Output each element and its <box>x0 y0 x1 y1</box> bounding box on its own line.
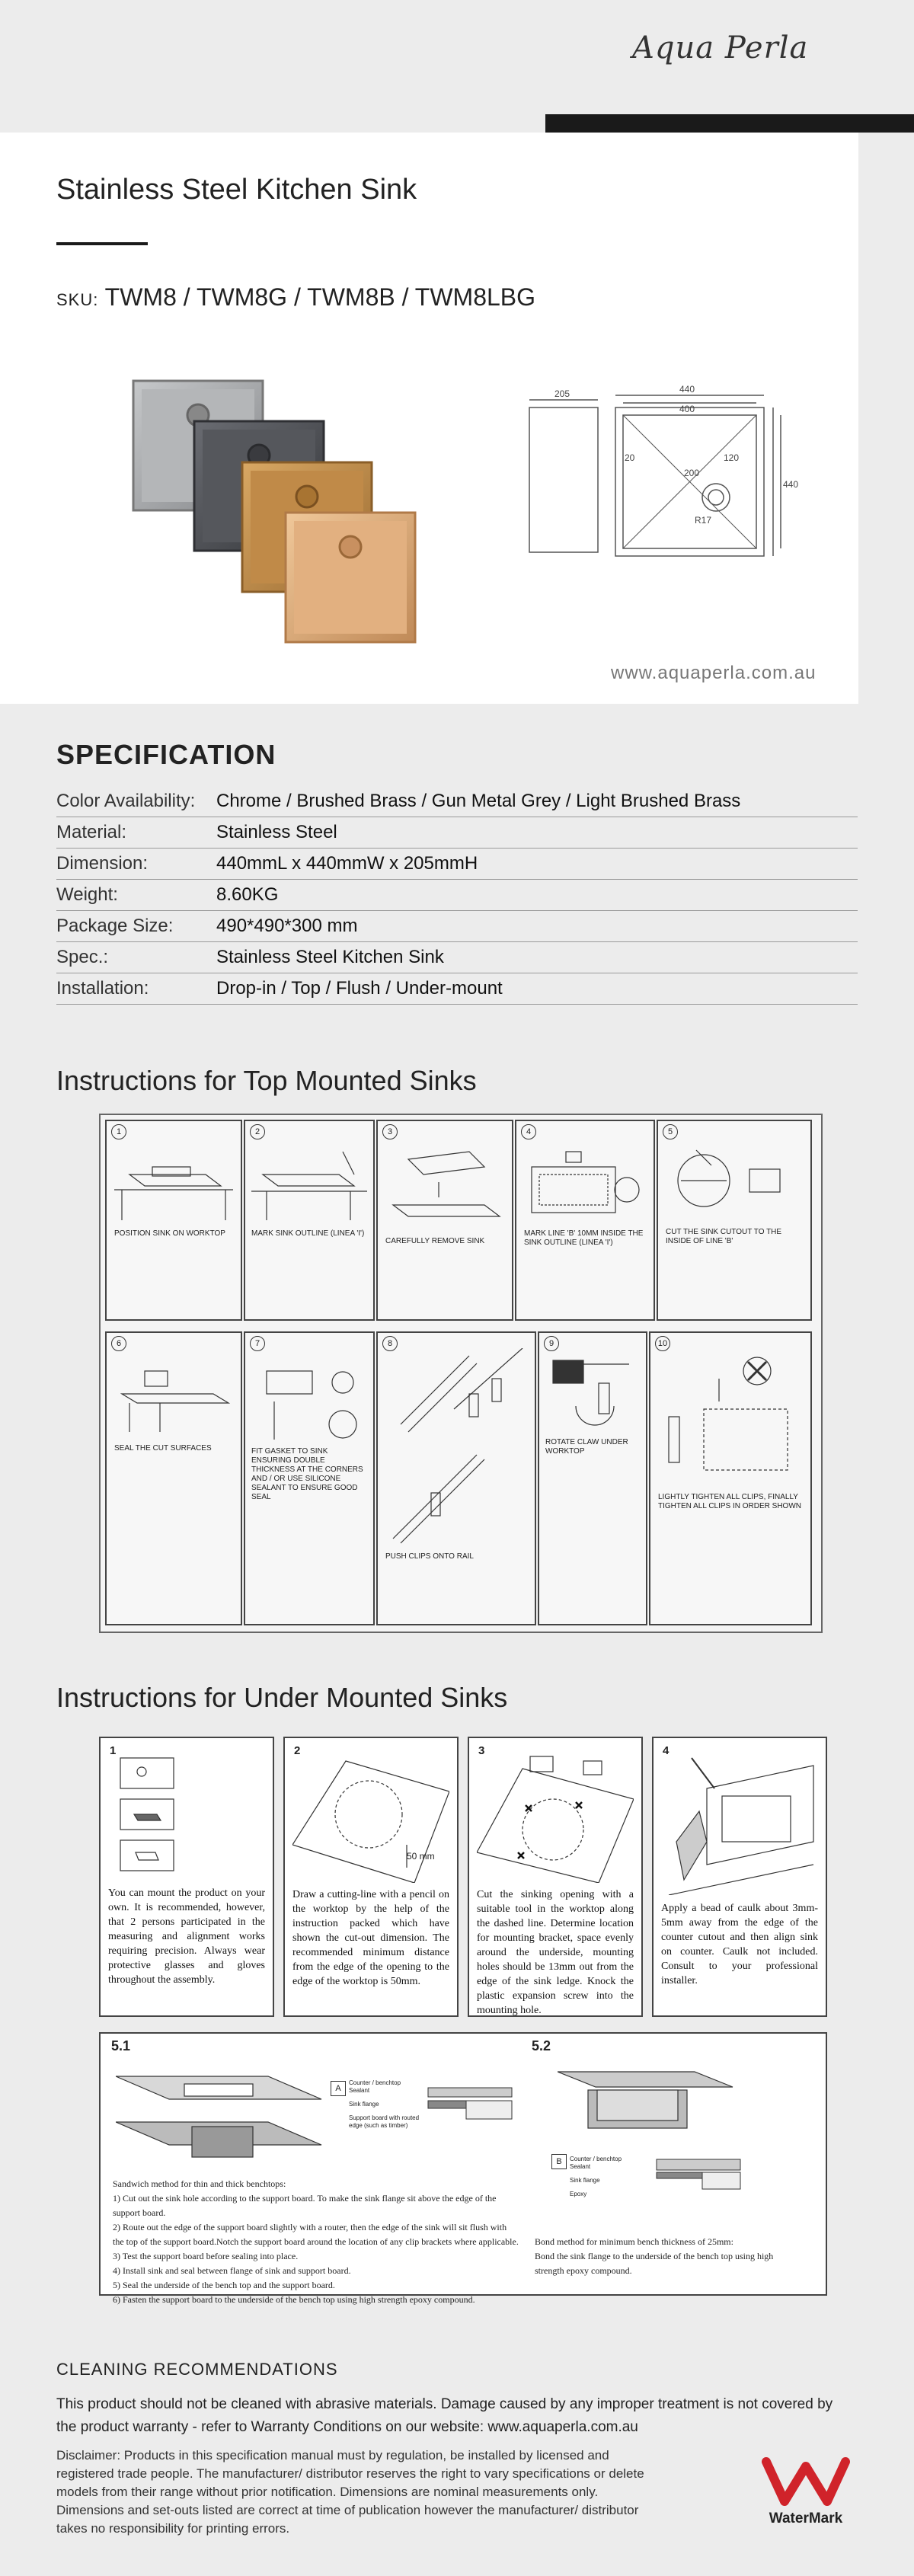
step51-text: Sandwich method for thin and thick benchtops: 1) Cut out the sink hole according to the support board. To make the sink flange sit above the edge of the support board. 2) Route out the edge of the support board slightly with a router, then the edge of the sink will sit flush with the top of the support board.Notch the support board around the location of any clip brackets where applicable. 3) Test the support board before sealing into place. 4) Install sink and seal between flange of sink and support board. 5) Seal the underside of the bench top and the support board. 6) Fasten the support board to the underside of the bench top using high strength epoxy compound. <box>113 2178 519 2305</box>
spec-row-spec: Spec.: Stainless Steel Kitchen Sink <box>56 942 858 973</box>
step-illustration <box>524 1144 646 1228</box>
dim-label: R17 <box>695 515 712 526</box>
under-step-1: 1 You can mount the product on your own. It is recommended, however, that 2 persons participated in the measuring and alignment works requiring precision. Always wear protective glasses and gloves throughout the assembly. <box>99 1737 274 2017</box>
step-illustration <box>251 1356 367 1447</box>
top-step-1: 1 POSITION SINK ON WORKTOP <box>105 1120 242 1321</box>
step-illustration <box>114 1356 233 1440</box>
spec-row-color: Color Availability: Chrome / Brushed Brass / Gun Metal Grey / Light Brushed Brass <box>56 786 858 817</box>
dim-label: 440 <box>783 479 799 490</box>
dim-label: 120 <box>724 452 740 463</box>
step51-illustration <box>116 2053 329 2168</box>
sku-line <box>56 283 535 312</box>
step-illustration <box>385 1348 527 1546</box>
dimension-label: 50 mm <box>407 1851 435 1862</box>
top-mounted-diagram <box>99 1114 823 1633</box>
step-illustration <box>385 1144 504 1235</box>
top-step-4: 4 MARK LINE 'B' 10MM INSIDE THE SINK OUTLINE (LINEA 'I') <box>515 1120 655 1321</box>
specification-heading: SPECIFICATION <box>56 739 276 770</box>
step-illustration <box>658 1348 803 1485</box>
dim-label: 20 <box>625 452 635 463</box>
step-illustration <box>114 1144 233 1228</box>
spec-row-weight: Weight: 8.60KG <box>56 880 858 911</box>
detail-tag-a: A <box>331 2081 346 2096</box>
top-step-8: 8 PUSH CLIPS ONTO RAIL <box>376 1331 536 1625</box>
under-step-2: 2 50 mm Draw a cutting-line with a pencil on the worktop by the help of the instruction packed which have shown the cut-out dimension. The recommended minimum distance from the edge of the opening to the edge of the worktop is 50mm. <box>283 1737 459 2017</box>
top-step-6: 6 SEAL THE CUT SURFACES <box>105 1331 242 1625</box>
top-step-9: 9 ROTATE CLAW UNDER WORKTOP <box>538 1331 647 1625</box>
step-illustration <box>292 1753 449 1883</box>
sku-value: TWM8 / TWM8G / TWM8B / TWM8LBG <box>104 283 536 311</box>
detail-a-section <box>420 2084 527 2130</box>
legend-b: Counter / benchtop Sealant Sink flange Epoxy <box>570 2156 622 2197</box>
step-illustration <box>477 1753 634 1883</box>
spec-row-package-size: Package Size: 490*490*300 mm <box>56 911 858 942</box>
step52-illustration <box>558 2057 740 2140</box>
cleaning-text: This product should not be cleaned with abrasive materials. Damage caused by any improper treatment is not covered by the product warranty - refer to Warranty Conditions on our website: www.aquaperla.com.au <box>56 2396 833 2435</box>
dim-label: 200 <box>684 468 700 478</box>
watermark-label: WaterMark <box>769 2510 843 2526</box>
dimension-drawing <box>510 385 800 583</box>
top-mounted-heading: Instructions for Top Mounted Sinks <box>56 1065 477 1096</box>
spec-row-dimension: Dimension: 440mmL x 440mmW x 205mmH <box>56 849 858 880</box>
top-step-3: 3 CAREFULLY REMOVE SINK <box>376 1120 513 1321</box>
spec-row-installation: Installation: Drop-in / Top / Flush / Under-mount <box>56 973 858 1005</box>
product-title: Stainless Steel Kitchen Sink <box>56 174 417 206</box>
dim-label: 205 <box>554 388 570 399</box>
detail-tag-b: B <box>551 2154 567 2169</box>
step-illustration <box>119 1753 180 1883</box>
spec-row-material: Material: Stainless Steel <box>56 817 858 849</box>
watermark-logo <box>753 2457 859 2533</box>
dim-label: 400 <box>679 404 695 414</box>
sink-product-images <box>129 377 419 659</box>
sku-label: SKU: <box>56 290 99 309</box>
under-step-4: 4 Apply a bead of caulk about 3mm-5mm away from the edge of the counter cutout and then align sink on counter. Caulk not included. Consult to your professional installer. <box>652 1737 827 2017</box>
watermark-icon <box>762 2457 850 2506</box>
step-illustration <box>545 1353 640 1437</box>
step52-text: Bond method for minimum bench thickness of 25mm: Bond the sink flange to the underside of the bench top using high strength epoxy compound. <box>535 2236 774 2276</box>
step-illustration <box>666 1143 803 1226</box>
website-url[interactable]: www.aquaperla.com.au <box>611 663 817 683</box>
disclaimer-text: Disclaimer: Products in this specification manual must by regulation, be installed by licensed and registered trade people. The manufacturer/ distributor reserves the right to vary specifications or delete models from their range without prior notification. Dimensions are nominal measurements only. Dimensions and set-outs listed are correct at time of publication however the manufacturer/ distributor takes no responsibility for printing errors. <box>56 2448 644 2536</box>
top-step-10: 10 LIGHTLY TIGHTEN ALL CLIPS, FINALLY TIGHTEN ALL CLIPS IN ORDER SHOWN <box>649 1331 812 1625</box>
under-step-3: 3 Cut the sinking opening with a suitable tool in the worktop along the dashed line. Determine location for mounting bracket, space evenly around the underside, mounting holes should be 13mm out from the edge of the sink ledge. Knock the plastic expansion screw into the mounting hole. <box>468 1737 643 2017</box>
top-step-7: 7 FIT GASKET TO SINK ENSURING DOUBLE THICKNESS AT THE CORNERS AND / OR USE SILICONE SEALANT TO ENSURE GOOD SEAL <box>244 1331 375 1625</box>
title-underline <box>56 242 148 245</box>
cleaning-heading: CLEANING RECOMMENDATIONS <box>56 2360 338 2379</box>
sink-light-brushed-brass <box>286 513 415 642</box>
header-accent-bar <box>545 114 914 133</box>
step-illustration <box>251 1144 367 1228</box>
dim-label: 440 <box>679 385 695 395</box>
under-step-5: 5.1 5.2 A Counter / benchtop Sealant Sink flange Support board with routed edge (such as timber) Sandwich method for thin and thick benchtops: 1) Cut out the sink hole according to the support board. To make the sink flange sit above the edge of the support board. 2) Route out the edge of the support board slightly with a router, then the edge of the sink will sit flush with the top of the support board.Notch the support board around the location of any clip brackets where applicable. 3) Test the support board before sealing into place. 4) Install sink and seal between flange of sink and support board. 5) Seal the underside of the bench top and the support board. 6) Fasten the support board to the underside of the bench top using high strength epoxy compound. B Counter / benchtop Sealant Sink flange Epoxy Bond method for minimum bench thickness of 25mm: Bond the sink flange to the underside of the bench top using high strength epoxy compound. <box>99 2032 827 2296</box>
top-step-5: 5 CUT THE SINK CUTOUT TO THE INSIDE OF LINE 'B' <box>657 1120 812 1321</box>
legend-a: Counter / benchtop Sealant Sink flange Support board with routed edge (such as timber) <box>349 2079 420 2129</box>
brand-logo: Aqua Perla <box>632 30 809 66</box>
detail-b-section <box>649 2156 756 2201</box>
step-illustration <box>661 1750 818 1895</box>
under-mounted-heading: Instructions for Under Mounted Sinks <box>56 1682 508 1713</box>
top-step-2: 2 MARK SINK OUTLINE (LINEA 'I') <box>244 1120 375 1321</box>
